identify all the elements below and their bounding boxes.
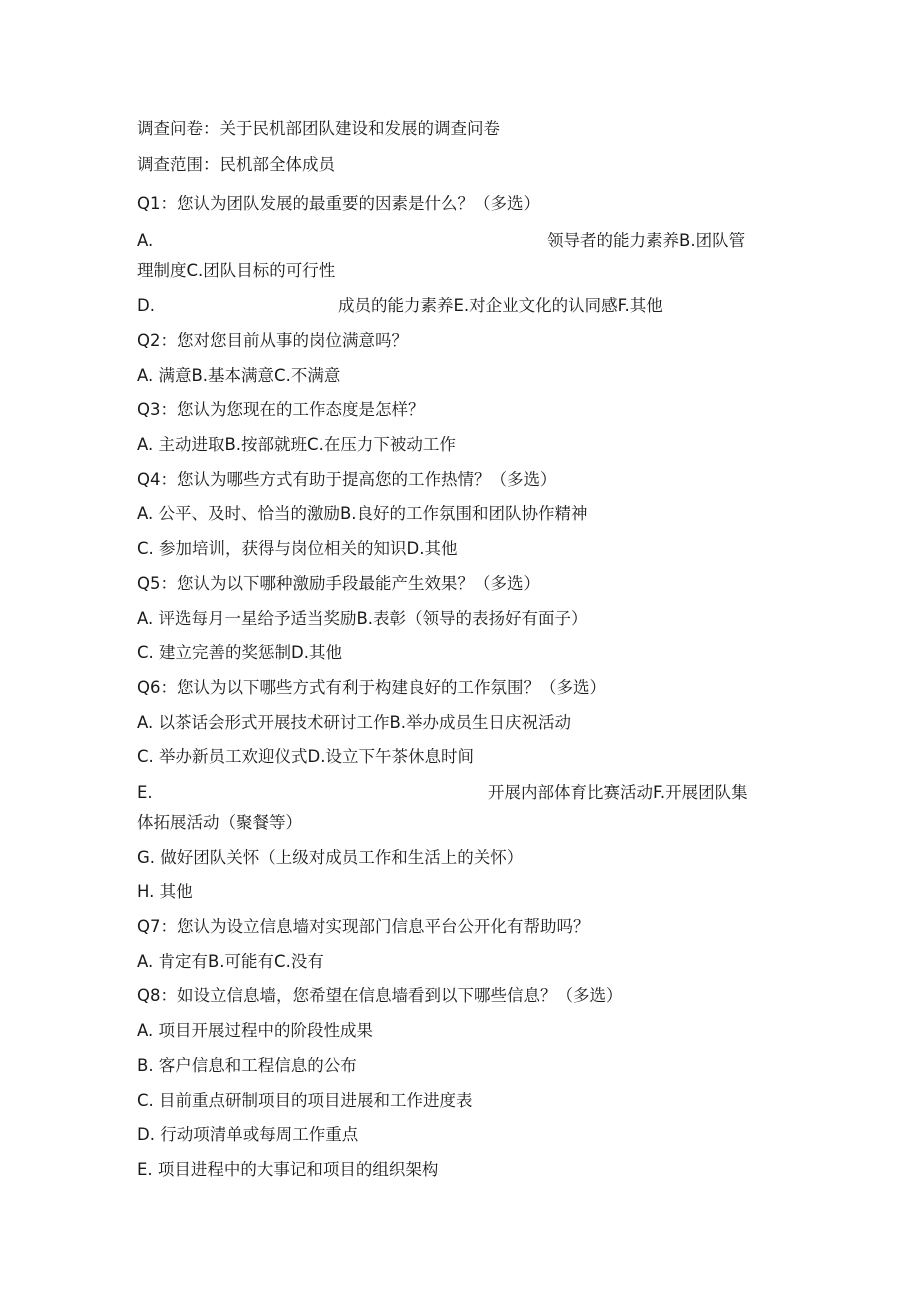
q6-options-ef: 开展内部体育比赛活动F.开展团队集 (488, 783, 748, 802)
q6-option-h: H. 其他 (137, 882, 193, 901)
question-2: Q2：您对您目前从事的岗位满意吗？ (137, 331, 408, 350)
question-1: Q1：您认为团队发展的最重要的因素是什么？（多选） (137, 194, 540, 213)
q3-options: A. 主动进取B.按部就班C.在压力下被动工作 (137, 435, 456, 454)
q6-options-line-1: A. 以茶话会形式开展技术研讨工作B.举办成员生日庆祝活动 (137, 713, 572, 732)
q7-options: A. 肯定有B.可能有C.没有 (137, 952, 324, 971)
q8-option-e: E. 项目进程中的大事记和项目的组织架构 (137, 1160, 439, 1179)
question-4: Q4：您认为哪些方式有助于提高您的工作热情？（多选） (137, 470, 557, 489)
q1-option-label-d: D. (137, 296, 155, 315)
q1-options-ab: 领导者的能力素养B.团队管 (547, 231, 746, 250)
q8-option-c: C. 目前重点研制项目的项目进展和工作进度表 (137, 1091, 473, 1110)
q1-options-def: 成员的能力素养E.对企业文化的认同感F.其他 (338, 296, 663, 315)
question-5: Q5：您认为以下哪种激励手段最能产生效果？（多选） (137, 574, 540, 593)
q6-option-label-e: E. (137, 783, 153, 802)
question-3: Q3：您认为您现在的工作态度是怎样？ (137, 400, 425, 419)
q8-option-d: D. 行动项清单或每周工作重点 (137, 1125, 359, 1144)
q4-options-line-2: C. 参加培训，获得与岗位相关的知识D.其他 (137, 539, 458, 558)
question-6: Q6：您认为以下哪些方式有利于构建良好的工作氛围？（多选） (137, 678, 606, 697)
q6-option-g: G. 做好团队关怀（上级对成员工作和生活上的关怀） (137, 848, 524, 867)
survey-scope: 调查范围：民机部全体成员 (137, 155, 335, 174)
q5-options-line-1: A. 评选每月一星给予适当奖励B.表彰（领导的表扬好有面子） (137, 609, 588, 628)
question-7: Q7：您认为设立信息墙对实现部门信息平台公开化有帮助吗？ (137, 917, 590, 936)
q8-option-b: B. 客户信息和工程信息的公布 (137, 1056, 357, 1075)
q1-options-line-2: 理制度C.团队目标的可行性 (137, 261, 336, 280)
question-8: Q8：如设立信息墙，您希望在信息墙看到以下哪些信息？（多选） (137, 986, 623, 1005)
q2-options: A. 满意B.基本满意C.不满意 (137, 366, 341, 385)
q1-option-label-a: A. (137, 231, 154, 250)
q6-options-line-2: C. 举办新员工欢迎仪式D.设立下午茶休息时间 (137, 747, 474, 766)
survey-title: 调查问卷：关于民机部团队建设和发展的调查问卷 (137, 119, 500, 138)
q4-options-line-1: A. 公平、及时、恰当的激励B.良好的工作氛围和团队协作精神 (137, 504, 588, 523)
q8-option-a: A. 项目开展过程中的阶段性成果 (137, 1021, 373, 1040)
q5-options-line-2: C. 建立完善的奖惩制D.其他 (137, 643, 342, 662)
q6-options-line-4: 体拓展活动（聚餐等） (137, 813, 302, 832)
